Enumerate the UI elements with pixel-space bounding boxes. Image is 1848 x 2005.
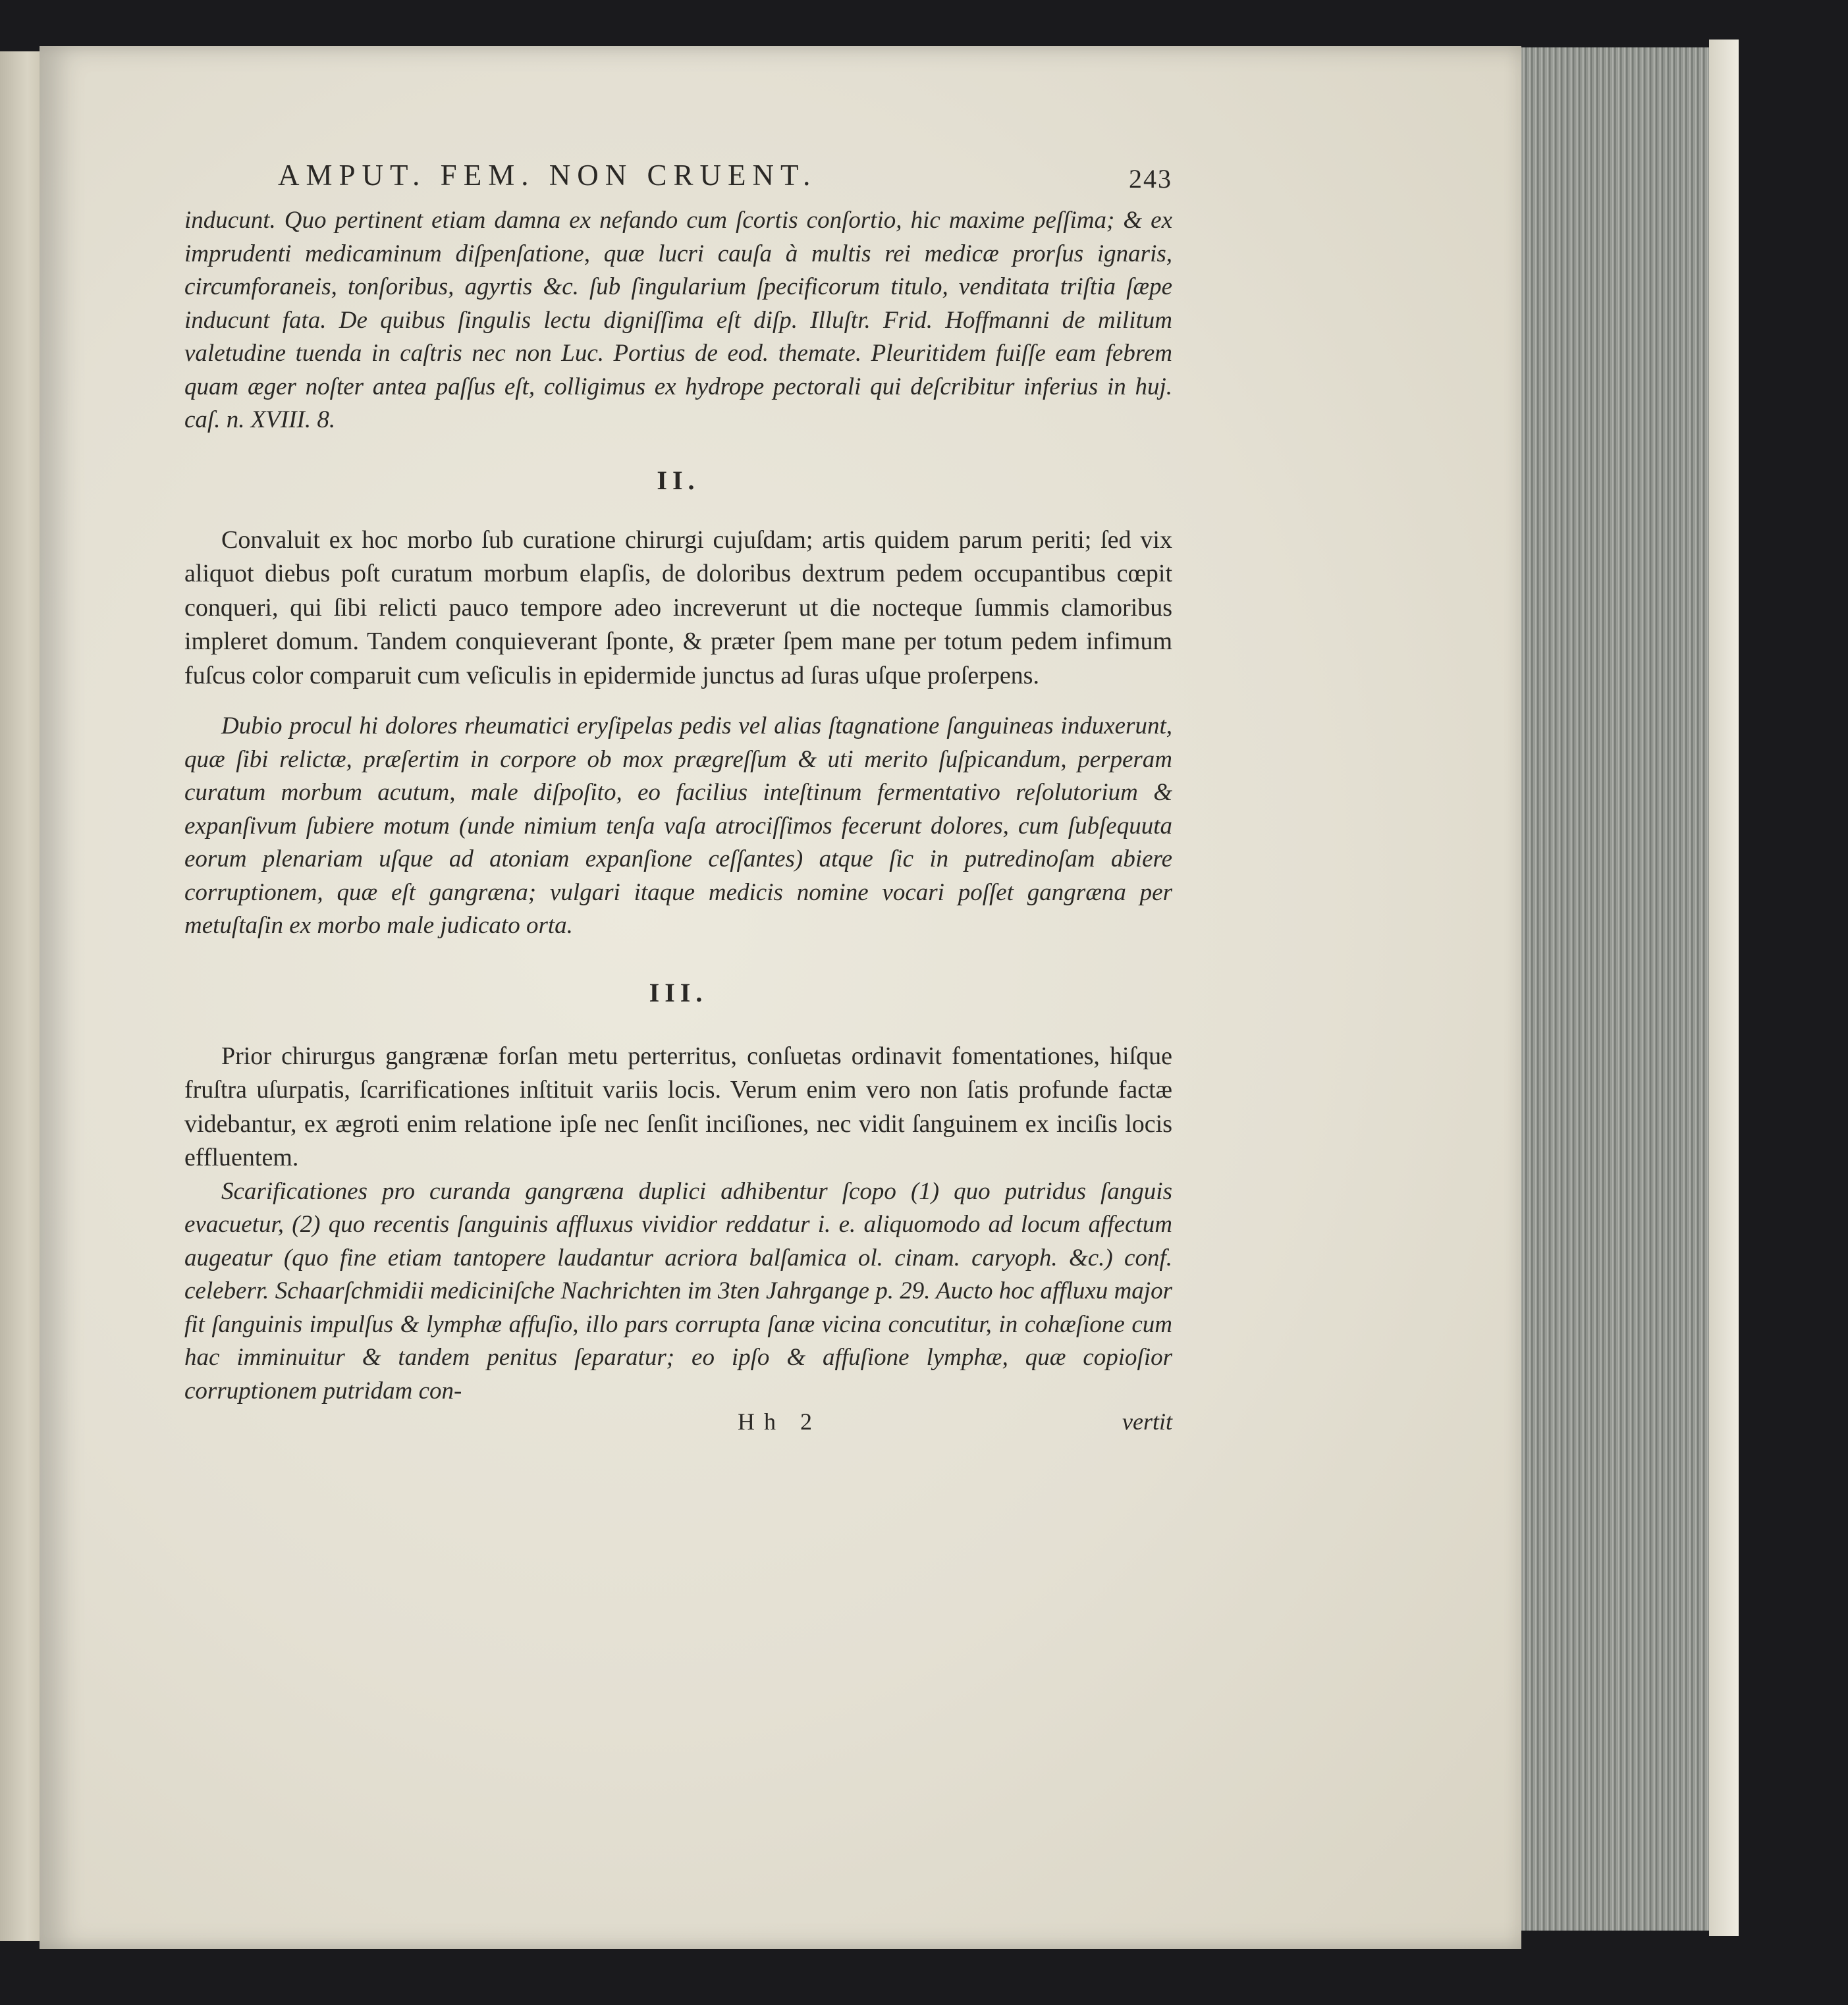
page-number: 243 <box>1129 164 1172 194</box>
section-heading-iii: III. <box>649 977 708 1007</box>
section-heading-ii: II. <box>657 465 700 495</box>
signature-line <box>184 1408 1172 1439</box>
cover-board <box>1709 40 1739 1936</box>
footnote-continuation: inducunt. Quo pertinent etiam damna ex nefando cum ſcortis conſortio, hic maxime peſſima; & ex imprudenti medicaminum diſpenſatione, quæ lucri cauſa à multis rei medicæ prorſus ignaris, circumforaneis, tonſoribus, agyrtis &c. ſub ſingularium ſpecificorum titulo, venditata triſtia ſæpe inducunt fata. De quibus ſingulis lectu digniſſima eſt diſp. Illuſtr. Frid. Hoffmanni de militum valetudine tuenda in caſtris nec non Luc. Portius de eod. themate. Pleuritidem fuiſſe eam febrem quam æger noſter antea paſſus eſt, colligimus ex hydrope pectorali qui deſcribitur inferius in huj. caſ. n. XVIII. 8. <box>184 207 1172 433</box>
section-iii-body: Prior chirurgus gangrænæ forſan metu perterritus, conſuetas ordinavit fomentationes, hiſque fruſtra uſurpatis, ſcarrificationes inſtituit variis locis. Verum enim vero non ſatis profunde factæ videbantur, ex ægroti enim relatione ipſe nec ſenſit inciſiones, nec vidit ſanguinem ex inciſis locis effluentem. <box>184 1042 1172 1171</box>
page-text-block <box>184 158 1172 1439</box>
signature-mark: Hh 2 <box>738 1408 821 1435</box>
section-iii-note: Scarificationes pro curanda gangræna duplici adhibentur ſcopo (1) quo putridus ſanguis evacuetur, (2) quo recentis ſanguinis affluxus vividior reddatur i. e. aliquomodo ad locum affectum augeatur (quo fine etiam tantopere laudantur acriora balſamica ol. cinam. caryoph. &c.) conf. celeberr. Schaarſchmidii mediciniſche Nachrichten im 3ten Jahrgange p. 29. Aucto hoc affluxu major fit ſanguinis impulſus & lymphæ affuſio, illo pars corrupta ſanæ vicina concutitur, in cohæſione cum hac imminuitur & tandem penitus ſeparatur; eo ipſo & affuſione lymphæ, quæ copioſior corruptionem putridam con- <box>184 1177 1172 1404</box>
running-head <box>184 158 1172 204</box>
running-title: AMPUT. FEM. NON CRUENT. <box>278 159 817 192</box>
book-fore-edge <box>1515 47 1714 1931</box>
catchword: vertit <box>1122 1408 1172 1435</box>
section-ii-note: Dubio procul hi dolores rheumatici eryſipelas pedis vel alias ſtagnatione ſanguineas induxerunt, quæ ſibi relictæ, præſertim in corpore ob mox prægreſſum & uti merito ſuſpicandum, perperam curatum morbum acutum, male diſpoſito, eo facilius inteſtinum fermentativo reſolutorium & expanſivum ſubiere motum (unde nimium tenſa vaſa atrociſſimos fecerunt dolores, cum ſubſequuta eorum plenariam uſque ad atoniam expanſione ceſſantes) atque ſic in putredinoſam abiere corruptionem, quæ eſt gangræna; vulgari itaque medicis nomine vocari poſſet gangræna per metuſtaſin ex morbo male judicato orta. <box>184 712 1172 939</box>
section-ii-body: Convaluit ex hoc morbo ſub curatione chirurgi cujuſdam; artis quidem parum periti; ſed vix aliquot diebus poſt curatum morbum elapſis, de doloribus dextrum pedem occupantibus cœpit conqueri, qui ſibi relicti pauco tempore adeo increverunt ut die nocteque ſummis clamoribus impleret domum. Tandem conquieverant ſponte, & præter ſpem mane per totum pedem infimum fuſcus color comparuit cum veſiculis in epidermide junctus ad ſuras uſque proſerpens. <box>184 525 1172 689</box>
